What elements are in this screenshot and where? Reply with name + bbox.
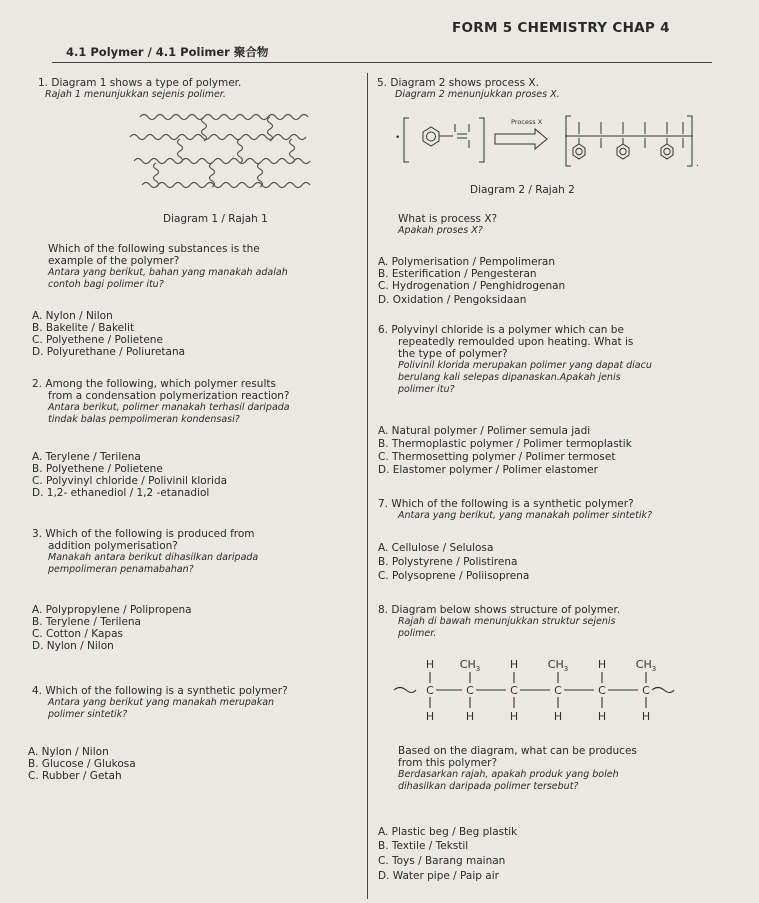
svg-text:•: • [395, 133, 401, 143]
q4-stem-malay: Antara yang berikut yang manakah merupakan [48, 697, 275, 708]
q4-option-b[interactable]: B. Glucose / Glukosa [28, 758, 136, 770]
q5-question: What is process X? [398, 213, 498, 225]
polypropylene-structure [390, 654, 710, 726]
section-title: 4.1 Polymer / 4.1 Polimer 聚合物 [66, 45, 269, 59]
q3-stem-malay: Manakah antara berikut dihasilkan daripada [48, 552, 259, 563]
q4-stem: 4. Which of the following is a synthetic polymer? [32, 685, 288, 697]
q2-stem-malay: Antara berikut, polimer manakah terhasil daripada [48, 402, 290, 413]
q8-question: Based on the diagram, what can be produces [398, 745, 637, 757]
column-divider [367, 73, 368, 899]
process-x-label: Process X [511, 118, 543, 126]
q5-stem-malay: Diagram 2 menunjukkan proses X. [395, 89, 560, 100]
q6-option-b[interactable]: B. Thermoplastic polymer / Polimer termoplastik [378, 438, 632, 450]
q6-option-d[interactable]: D. Elastomer polymer / Polimer elastomer [378, 464, 598, 476]
q6-option-a[interactable]: A. Natural polymer / Polimer semula jadi [378, 425, 591, 437]
q2-stem-2: from a condensation polymerization reaction? [48, 390, 290, 402]
atom-ch3: $CH_3$ [635, 658, 657, 673]
q6-stem-malay-2: berulang kali selepas dipanaskan.Apakah jenis [398, 372, 621, 383]
q4-option-a[interactable]: A. Nylon / Nilon [28, 746, 109, 758]
atom-h: H [641, 710, 651, 723]
q3-option-d[interactable]: D. Nylon / Nilon [32, 640, 114, 652]
diagram-2-caption: Diagram 2 / Rajah 2 [470, 184, 575, 196]
q2-option-d[interactable]: D. 1,2- ethanediol / 1,2 -etanadiol [32, 487, 210, 499]
process-x-diagram [395, 108, 705, 178]
q7-option-a[interactable]: A. Cellulose / Selulosa [378, 542, 494, 554]
atom-ch3: $CH_3$ [547, 658, 569, 673]
q7-option-c[interactable]: C. Polysoprene / Poliisoprena [378, 570, 530, 582]
atom-h: H [509, 658, 519, 671]
q1-stem-malay: Rajah 1 menunjukkan sejenis polimer. [45, 89, 226, 100]
q2-stem-malay-2: tindak balas pempolimeran kondensasi? [48, 414, 240, 425]
q7-stem-malay: Antara yang berikut, yang manakah polimer sintetik? [398, 510, 653, 521]
q1-question-malay: Antara yang berikut, bahan yang manakah adalah [48, 267, 288, 278]
q8-option-d[interactable]: D. Water pipe / Paip air [378, 870, 499, 882]
q4-option-c[interactable]: C. Rubber / Getah [28, 770, 122, 782]
q6-stem-malay: Polivinil klorida merupakan polimer yang dapat diacu [398, 360, 652, 371]
atom-h: H [425, 710, 435, 723]
q3-stem-2: addition polymerisation? [48, 540, 178, 552]
q1-option-a[interactable]: A. Nylon / Nilon [32, 310, 113, 322]
q2-option-a[interactable]: A. Terylene / Terilena [32, 451, 141, 463]
q5-option-a[interactable]: A. Polymerisation / Pempolimeran [378, 256, 556, 268]
q6-stem-2: repeatedly remoulded upon heating. What is [398, 336, 634, 348]
q5-option-c[interactable]: C. Hydrogenation / Penghidrogenan [378, 280, 566, 292]
q3-option-c[interactable]: C. Cotton / Kapas [32, 628, 123, 640]
q6-option-c[interactable]: C. Thermosetting polymer / Polimer termoset [378, 451, 616, 463]
q6-stem-3: the type of polymer? [398, 348, 508, 360]
atom-c: C [510, 684, 518, 697]
q8-option-a[interactable]: A. Plastic beg / Beg plastik [378, 826, 518, 838]
atom-h: H [509, 710, 519, 723]
q2-stem: 2. Among the following, which polymer results [32, 378, 276, 390]
atom-c: C [642, 684, 650, 697]
q3-stem-malay-2: pempolimeran penamabahan? [48, 564, 194, 575]
atom-h: H [597, 710, 607, 723]
atom-c: C [554, 684, 562, 697]
atom-h: H [425, 658, 435, 671]
atom-ch3: $CH_3$ [459, 658, 481, 673]
q5-stem: 5. Diagram 2 shows process X. [377, 77, 539, 89]
q2-option-b[interactable]: B. Polyethene / Polietene [32, 463, 163, 475]
q6-stem-malay-3: polimer itu? [398, 384, 455, 395]
q2-option-c[interactable]: C. Polyvinyl chloride / Polivinil klorida [32, 475, 228, 487]
atom-c: C [466, 684, 474, 697]
q8-option-c[interactable]: C. Toys / Barang mainan [378, 855, 506, 867]
header-rule [52, 62, 712, 63]
atom-h: H [553, 710, 563, 723]
atom-c: C [598, 684, 606, 697]
q6-stem: 6. Polyvinyl chloride is a polymer which can be [378, 324, 624, 336]
q5-question-malay: Apakah proses X? [398, 225, 483, 236]
q3-stem: 3. Which of the following is produced from [32, 528, 255, 540]
q3-option-a[interactable]: A. Polypropylene / Polipropena [32, 604, 192, 616]
q8-question-2: from this polymer? [398, 757, 498, 769]
q8-stem-malay-2: polimer. [398, 628, 437, 639]
q1-stem: 1. Diagram 1 shows a type of polymer. [38, 77, 242, 89]
q8-stem-malay: Rajah di bawah menunjukkan struktur sejenis [398, 616, 616, 627]
q3-option-b[interactable]: B. Terylene / Terilena [32, 616, 141, 628]
atom-c: C [426, 684, 434, 697]
polymer-diagram-1 [120, 105, 340, 205]
atom-h: H [465, 710, 475, 723]
q5-option-d[interactable]: D. Oxidation / Pengoksidaan [378, 294, 527, 306]
diagram-1-caption: Diagram 1 / Rajah 1 [163, 213, 268, 225]
q8-question-malay-2: dihasilkan daripada polimer tersebut? [398, 781, 579, 792]
q1-question-2: example of the polymer? [48, 255, 180, 267]
q8-option-b[interactable]: B. Textile / Tekstil [378, 840, 469, 852]
q1-option-b[interactable]: B. Bakelite / Bakelit [32, 322, 135, 334]
q7-option-b[interactable]: B. Polystyrene / Polistirena [378, 556, 518, 568]
atom-h: H [597, 658, 607, 671]
svg-text:.: . [696, 159, 699, 169]
q1-question: Which of the following substances is the [48, 243, 260, 255]
q1-option-d[interactable]: D. Polyurethane / Poliuretana [32, 346, 186, 358]
q8-question-malay: Berdasarkan rajah, apakah produk yang boleh [398, 769, 619, 780]
q7-stem: 7. Which of the following is a synthetic polymer? [378, 498, 634, 510]
q1-question-malay-2: contoh bagi polimer itu? [48, 279, 164, 290]
q1-option-c[interactable]: C. Polyethene / Polietene [32, 334, 163, 346]
page-title: FORM 5 CHEMISTRY CHAP 4 [452, 20, 670, 36]
q8-stem: 8. Diagram below shows structure of polymer. [378, 604, 621, 616]
q4-stem-malay-2: polimer sintetik? [48, 709, 128, 720]
q5-option-b[interactable]: B. Esterification / Pengesteran [378, 268, 537, 280]
